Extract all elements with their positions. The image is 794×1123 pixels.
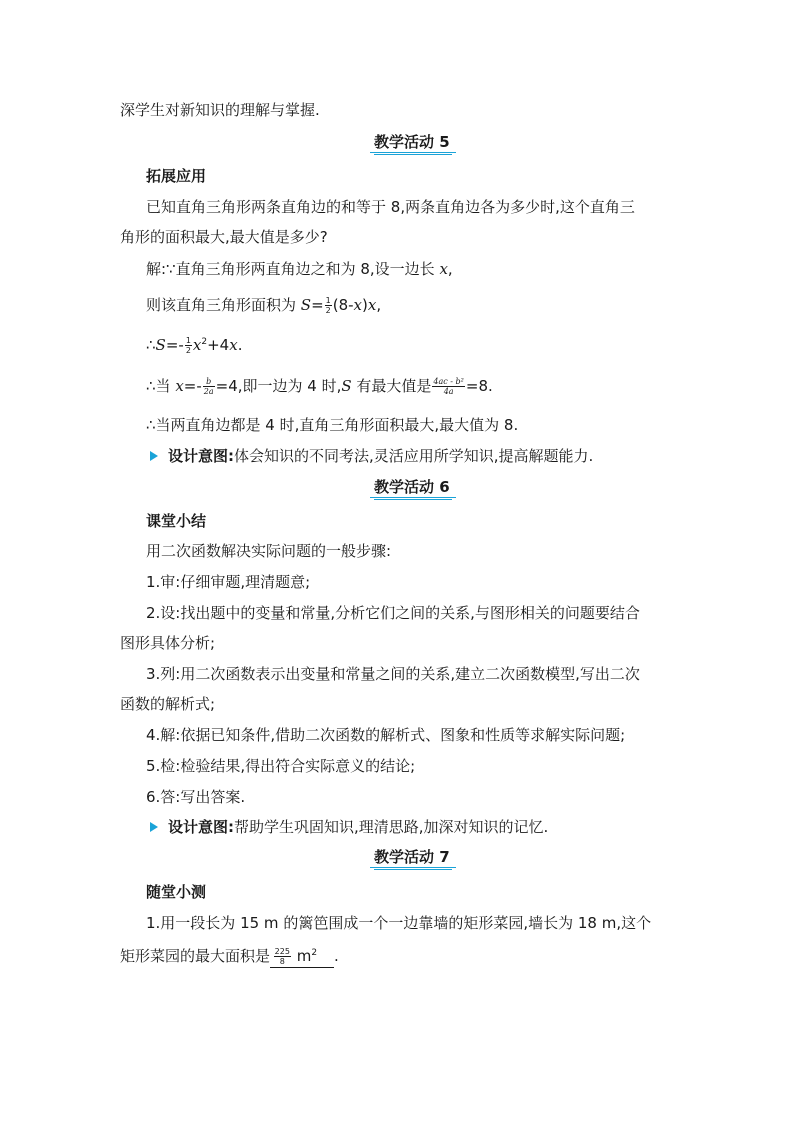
text: 4.解:依据已知条件,借助二次函数的解析式、图象和性质等求解实际问题; bbox=[146, 726, 626, 744]
var-x: x bbox=[175, 377, 184, 395]
numerator: 1 bbox=[185, 336, 191, 345]
numerator: b bbox=[203, 377, 215, 387]
exponent: 2 bbox=[201, 337, 208, 347]
text: (8- bbox=[332, 296, 354, 314]
text: 矩形菜园的最大面积是 bbox=[120, 947, 271, 965]
design-intent-6 bbox=[168, 816, 548, 838]
text: =- bbox=[183, 377, 202, 395]
text: =- bbox=[165, 336, 184, 354]
heading-text: 教学活动 5 bbox=[374, 133, 450, 151]
unit: m bbox=[296, 947, 312, 965]
intent-text: 体会知识的不同考法,灵活应用所学知识,提高解题能力. bbox=[234, 447, 594, 465]
fraction-b-over-2a bbox=[203, 377, 215, 396]
denominator: 2 bbox=[185, 346, 191, 355]
summary-intro bbox=[146, 540, 391, 562]
text: 图形具体分析; bbox=[120, 634, 216, 652]
summary-step-4 bbox=[146, 724, 625, 746]
summary-step-3-cont bbox=[120, 693, 215, 715]
text: 已知直角三角形两条直角边的和等于 8,两条直角边各为多少时,这个直角三 bbox=[146, 198, 635, 216]
text: ∴当两直角边都是 4 时,直角三角形面积最大,最大值为 8. bbox=[146, 416, 519, 434]
text: ) bbox=[362, 296, 368, 314]
var-x: x bbox=[353, 296, 363, 314]
summary-step-1 bbox=[146, 571, 310, 593]
text: 2.设:找出题中的变量和常量,分析它们之间的关系,与图形相关的问题要结合 bbox=[146, 604, 640, 622]
var-x: x bbox=[367, 296, 377, 314]
var-S: S bbox=[155, 336, 166, 354]
intent-text: 帮助学生巩固知识,理清思路,加深对知识的记忆. bbox=[234, 818, 549, 836]
text: 深学生对新知识的理解与掌握. bbox=[120, 101, 320, 119]
paragraph-continuation bbox=[120, 99, 320, 121]
fraction-answer bbox=[274, 947, 291, 966]
var-S: S bbox=[300, 296, 312, 314]
text: = bbox=[311, 296, 324, 314]
text: +4 bbox=[207, 336, 230, 354]
denominator: 2 bbox=[325, 306, 331, 315]
question-line-1 bbox=[146, 196, 635, 218]
text: , bbox=[376, 296, 382, 314]
intent-label: 设计意图: bbox=[168, 447, 234, 465]
text: 角形的面积最大,最大值是多少? bbox=[120, 228, 328, 246]
solution-line-5 bbox=[146, 414, 518, 436]
text: , bbox=[447, 260, 453, 278]
activity-5-heading bbox=[370, 131, 456, 155]
heading-text: 教学活动 7 bbox=[374, 848, 450, 866]
text: 则该直角三角形面积为 bbox=[146, 296, 301, 314]
denominator: 4a bbox=[443, 387, 454, 396]
text: 3.列:用二次函数表示出变量和常量之间的关系,建立二次函数模型,写出二次 bbox=[146, 665, 640, 683]
numerator: 4ac - b² bbox=[433, 377, 464, 386]
activity-6-heading bbox=[370, 476, 456, 500]
text: 1.审:仔细审题,理清题意; bbox=[146, 573, 311, 591]
section-title-quiz bbox=[146, 881, 206, 903]
var-x: x bbox=[439, 260, 448, 278]
text: 课堂小结 bbox=[146, 512, 207, 530]
solution-line-2 bbox=[146, 294, 381, 316]
denominator: 2a bbox=[203, 387, 214, 396]
text: 有最大值是 bbox=[351, 377, 432, 395]
text: 5.检:检验结果,得出符合实际意义的结论; bbox=[146, 757, 416, 775]
triangle-bullet-icon bbox=[150, 822, 158, 832]
denominator: 8 bbox=[279, 957, 285, 966]
activity-7-heading bbox=[370, 846, 456, 870]
design-intent-5 bbox=[168, 445, 593, 467]
answer-blank bbox=[270, 945, 334, 968]
text: =4,即一边为 4 时, bbox=[215, 377, 342, 395]
summary-step-3 bbox=[146, 663, 640, 685]
numerator: 225 bbox=[274, 947, 290, 956]
text: 1.用一段长为 15 m 的篱笆围成一个一边靠墙的矩形菜园,墙长为 18 m,这个 bbox=[146, 914, 652, 932]
text: . bbox=[334, 947, 339, 965]
quiz-question-1-cont bbox=[120, 945, 339, 967]
summary-step-2 bbox=[146, 602, 640, 624]
fraction-one-half bbox=[185, 336, 192, 355]
quiz-question-1 bbox=[146, 912, 651, 934]
exponent: 2 bbox=[311, 948, 318, 958]
intent-label: 设计意图: bbox=[168, 818, 234, 836]
summary-step-6 bbox=[146, 786, 245, 808]
solution-line-3 bbox=[146, 334, 242, 356]
var-x: x bbox=[229, 336, 238, 354]
fraction-vertex-value bbox=[432, 377, 464, 396]
summary-step-5 bbox=[146, 755, 415, 777]
var-x: x bbox=[192, 336, 202, 354]
text: 6.答:写出答案. bbox=[146, 788, 246, 806]
section-title-class-summary bbox=[146, 510, 206, 532]
numerator: 1 bbox=[325, 296, 331, 305]
question-line-2 bbox=[120, 226, 328, 248]
text: . bbox=[237, 336, 243, 354]
heading-underline bbox=[370, 867, 456, 870]
text: 拓展应用 bbox=[146, 167, 207, 185]
text: 用二次函数解决实际问题的一般步骤: bbox=[146, 542, 392, 560]
text: ∴当 bbox=[146, 377, 176, 395]
heading-underline bbox=[370, 497, 456, 500]
solution-line-4 bbox=[146, 375, 493, 397]
text: 函数的解析式; bbox=[120, 695, 216, 713]
section-title-extended-application bbox=[146, 165, 206, 187]
var-S: S bbox=[341, 377, 352, 395]
text: ∴ bbox=[146, 336, 156, 354]
text: 解:∵直角三角形两直角边之和为 8,设一边长 bbox=[146, 260, 440, 278]
summary-step-2-cont bbox=[120, 632, 215, 654]
triangle-bullet-icon bbox=[150, 451, 158, 461]
solution-line-1 bbox=[146, 258, 453, 280]
heading-text: 教学活动 6 bbox=[374, 478, 450, 496]
text: 随堂小测 bbox=[146, 883, 207, 901]
fraction-one-half bbox=[325, 296, 332, 315]
text: =8. bbox=[465, 377, 493, 395]
heading-underline bbox=[370, 152, 456, 155]
